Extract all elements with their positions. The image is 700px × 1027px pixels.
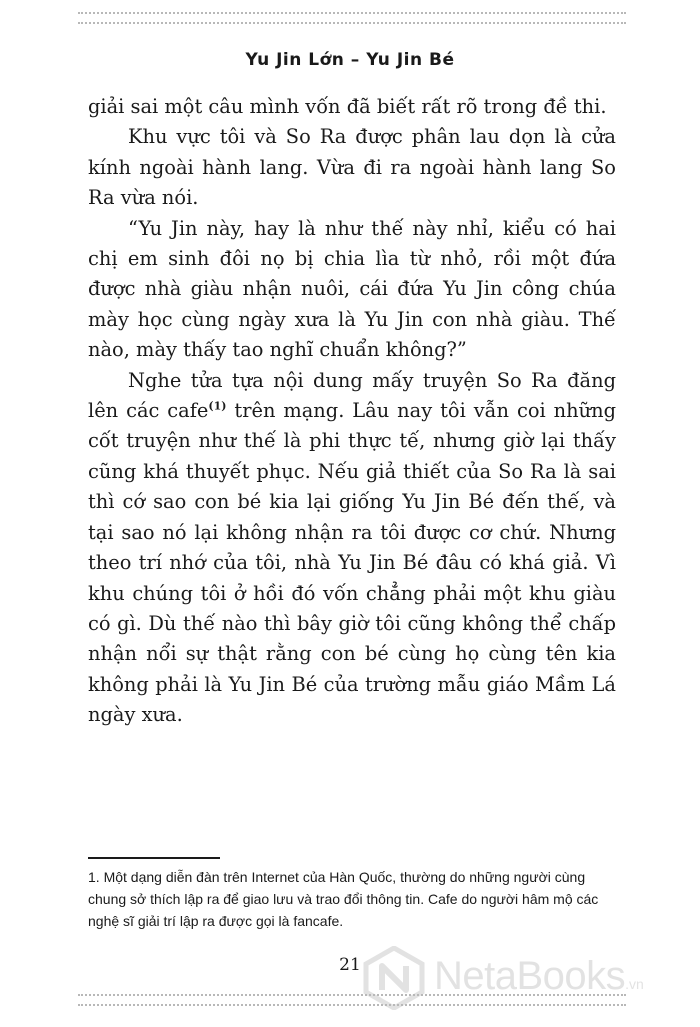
watermark-suffix: .vn [625, 976, 644, 992]
top-dotted-border [78, 12, 626, 14]
body-text [88, 92, 616, 731]
bottom-dotted-border-inner [78, 1004, 626, 1006]
paragraph-4-start: Nghe tửa tựa nội dung mấy truyện So Ra đăng lên các cafe [88, 368, 616, 423]
footnote: 1. Một dạng diễn đàn trên Internet của Hàn Quốc, thường do những người cùng chung sở thích lập ra để giao lưu và trao đổi thông tin. Cafe do người hâm mộ các nghệ sĩ giải trí lập ra được gọi là fancafe. [88, 869, 599, 929]
top-dotted-border-inner [78, 22, 626, 24]
paragraph-1: giải sai một câu mình vốn đã biết rất rõ trong đề thi. [88, 95, 607, 118]
watermark-brand [434, 954, 644, 999]
paragraph-3: “Yu Jin này, hay là như thế này nhỉ, kiểu có hai chị em sinh đôi nọ bị chia lìa từ nhỏ, rồi một đứa được nhà giàu nhận nuôi, cái đứa Yu Jin công chúa mày học cùng ngày xưa là Yu Jin con nhà giàu. Thế nào, mày thấy tao nghĩ chuẩn không?” [88, 216, 616, 362]
footnote-marker: (1) [208, 399, 227, 413]
running-header: Yu Jin Lớn – Yu Jin Bé [245, 50, 455, 70]
paragraph-4 [88, 366, 616, 731]
watermark-brand-name: NetaBooks [434, 954, 626, 998]
paragraph-2: Khu vực tôi và So Ra được phân lau dọn là cửa kính ngoài hành lang. Vừa đi ra ngoài hành lang So Ra vừa nói. [88, 125, 616, 210]
paragraph-4-rest: trên mạng. Lâu nay tôi vẫn coi những cốt truyện như thế là phi thực tế, nhưng giờ lại thấy cũng khá thuyết phục. Nếu giả thiết của So Ra là sai thì cớ sao con bé kia lại giống Yu Jin Bé đến thế, và tại sao nó lại không nhận ra tôi được cơ chứ. Nhưng theo trí nhớ của tôi, nhà Yu Jin Bé đâu có khá giả. Vì khu chúng tôi ở hồi đó vốn chẳng phải một khu giàu có gì. Dù thế nào thì bây giờ tôi cũng không thể chấp nhận nổi sự thật rằng con bé cùng họ cùng tên kia không phải là Yu Jin Bé của trường mẫu giáo Mầm Lá ngày xưa. [88, 399, 616, 727]
footnote-divider [88, 857, 220, 859]
netabooks-logo-icon [362, 946, 426, 1010]
page-number: 21 [339, 955, 361, 975]
bottom-dotted-border [78, 994, 626, 996]
